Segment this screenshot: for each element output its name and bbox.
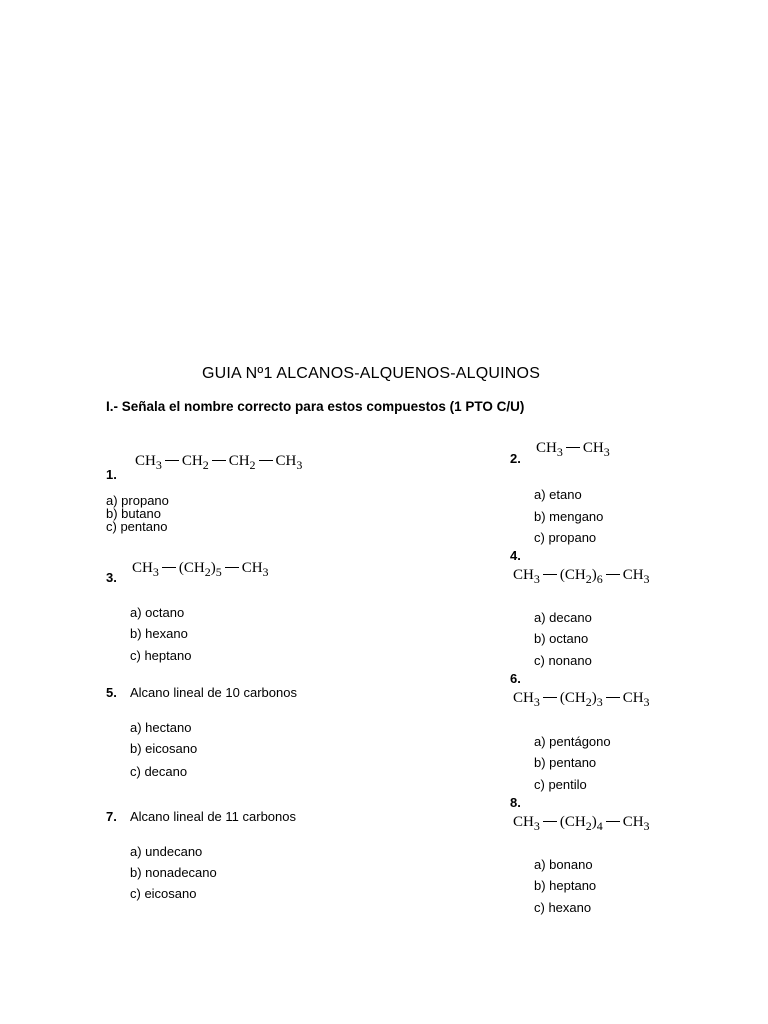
formula-q8 (513, 813, 650, 831)
bond-line (225, 567, 239, 568)
formula-group: $CH_3$ (513, 690, 540, 709)
option-4b: b) octano (534, 631, 589, 646)
bond-line (212, 460, 226, 461)
option-3a: a) octano (130, 605, 185, 620)
formula-q6 (513, 689, 650, 707)
option-5a: a) hectano (130, 720, 192, 735)
option-6a: a) pentágono (534, 734, 611, 749)
formula-group: $CH_2$ (181, 453, 209, 472)
question-number-8: 8. (510, 795, 521, 810)
option-7c: c) eicosano (130, 886, 197, 901)
option-2a: a) etano (534, 487, 582, 502)
formula-group: $CH_3$ (536, 440, 563, 459)
option-2c: c) propano (534, 530, 597, 545)
option-6b: b) pentano (534, 755, 597, 770)
option-5b: b) eicosano (130, 741, 198, 756)
formula-q4 (513, 566, 650, 584)
instruction: I.- Señala el nombre correcto para estos compuestos (1 PTO C/U) (106, 399, 525, 414)
option-4c: c) nonano (534, 653, 592, 668)
option-5c: c) decano (130, 764, 188, 779)
formula-group: $CH_3$ (241, 560, 269, 579)
option-1c: c) pentano (106, 519, 168, 534)
question-number-7: 7. (106, 809, 117, 824)
question-number-2: 2. (510, 451, 521, 466)
bond-line (606, 697, 620, 698)
bond-line (259, 460, 273, 461)
bond-line (606, 821, 620, 822)
option-3c: c) heptano (130, 648, 192, 663)
question-7-statement: Alcano lineal de 11 carbonos (130, 809, 296, 824)
formula-group: $(CH_2)_5$ (178, 560, 222, 579)
bond-line (543, 574, 557, 575)
formula-q3 (132, 559, 269, 577)
formula-q2 (536, 439, 610, 457)
option-8a: a) bonano (534, 857, 593, 872)
option-7a: a) undecano (130, 844, 203, 859)
formula-group: $CH_2$ (228, 453, 256, 472)
option-7b: b) nonadecano (130, 865, 217, 880)
formula-group: $CH_3$ (135, 453, 162, 472)
option-4a: a) decano (534, 610, 592, 625)
formula-group: $CH_3$ (582, 440, 610, 459)
formula-group: $CH_3$ (513, 814, 540, 833)
formula-group: $(CH_2)_3$ (559, 690, 603, 709)
bond-line (566, 447, 580, 448)
question-number-4: 4. (510, 548, 521, 563)
question-number-1: 1. (106, 467, 117, 482)
formula-group: $CH_3$ (132, 560, 159, 579)
page-title: GUIA Nº1 ALCANOS-ALQUENOS-ALQUINOS (202, 365, 541, 382)
question-number-3: 3. (106, 570, 117, 585)
bond-line (543, 697, 557, 698)
formula-group: $(CH_2)_4$ (559, 814, 603, 833)
option-1a: a) propano (106, 493, 169, 508)
option-6c: c) pentilo (534, 777, 587, 792)
question-number-6: 6. (510, 671, 521, 686)
formula-group: $CH_3$ (622, 814, 650, 833)
bond-line (165, 460, 179, 461)
option-8b: b) heptano (534, 878, 597, 893)
formula-group: $CH_3$ (275, 453, 303, 472)
bond-line (543, 821, 557, 822)
option-1b: b) butano (106, 506, 161, 521)
formula-group: $CH_3$ (622, 690, 650, 709)
bond-line (606, 574, 620, 575)
formula-q1 (135, 452, 302, 470)
question-number-5: 5. (106, 685, 117, 700)
question-5-statement: Alcano lineal de 10 carbonos (130, 685, 297, 700)
formula-group: $CH_3$ (622, 567, 650, 586)
option-3b: b) hexano (130, 626, 188, 641)
option-8c: c) hexano (534, 900, 592, 915)
bond-line (162, 567, 176, 568)
formula-group: $CH_3$ (513, 567, 540, 586)
formula-group: $(CH_2)_6$ (559, 567, 603, 586)
option-2b: b) mengano (534, 509, 604, 524)
